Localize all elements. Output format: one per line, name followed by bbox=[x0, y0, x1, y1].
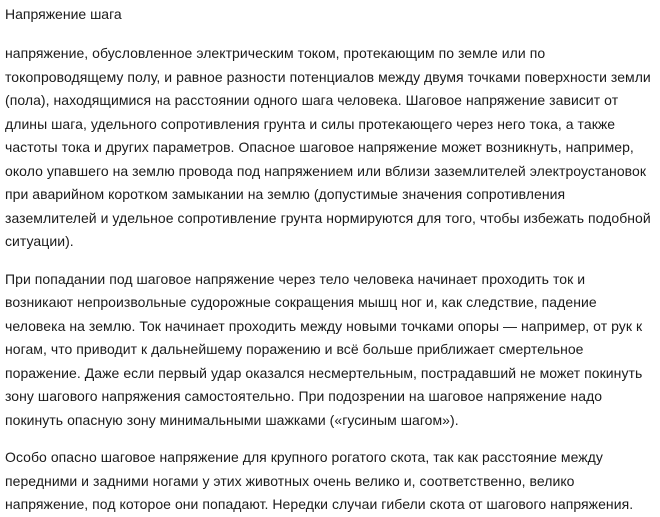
paragraph-definition: напряжение, обусловленное электрическим током, протекающим по земле или по токопроводящему полу, и равное разности потенциалов между двумя точками поверхности земли (пола), находящимися на расстоянии одного шага человека. Шаговое напряжение зависит от длины шага, удельного сопротивления грунта и силы протекающего через него тока, а также частоты тока и других параметров. Опасное шаговое напряжение может возникнуть, например, около упавшего на землю провода под напряжением или вблизи заземлителей электроустановок при аварийном коротком замыкании на землю (допустимые значения сопротивления заземлителей и удельное сопротивление грунта нормируются для того, чтобы избежать подобной ситуации). bbox=[5, 45, 651, 249]
paragraph-effects: При попадании под шаговое напряжение через тело человека начинает проходить ток и возникают непроизвольные судорожные сокращения мышц ног и, как следствие, падение человека на землю. Ток начинает проходить между новыми точками опоры — например, от рук к ногам, что приводит к дальнейшему поражению и всё больше приближает смертельное поражение. Даже если первый удар оказался несмертельным, пострадавший не может покинуть зону шагового напряжения самостоятельно. При подозрении на шаговое напряжение надо покинуть опасную зону минимальными шажками («гусиным шагом»). bbox=[5, 270, 643, 428]
document-page bbox=[5, 0, 655, 517]
document-title: Напряжение шага bbox=[5, 6, 122, 22]
paragraph-livestock: Особо опасно шаговое напряжение для крупного рогатого скота, так как расстояние между передними и задними ногами у этих животных очень велико и, соответственно, велико напряжение, под которое они попадают. Нередки случаи гибели скота от шагового напряжения. bbox=[5, 449, 634, 512]
